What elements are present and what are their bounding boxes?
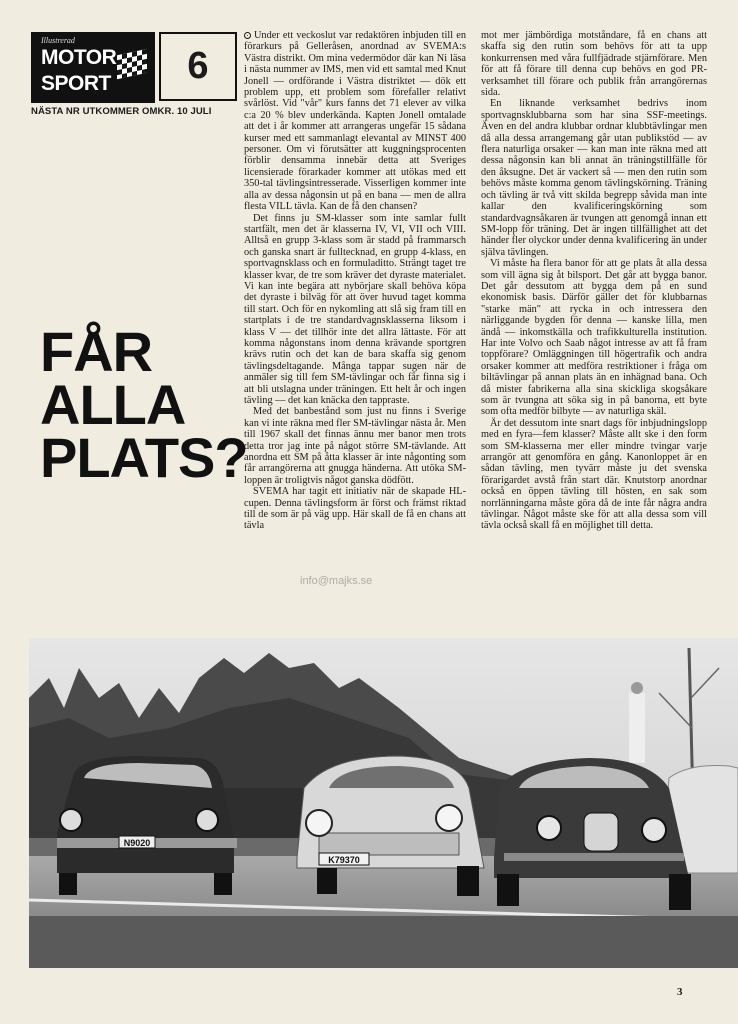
plate-center: K79370 bbox=[328, 855, 360, 865]
headline-line-2: ALLA bbox=[40, 373, 186, 436]
next-issue-notice: NÄSTA NR UTKOMMER OMKR. 10 JULI bbox=[31, 106, 212, 117]
paragraph: SVEMA har tagit ett initiativ när de skapade HL-cupen. Denna tävlingsform är först och främst riktad till de som är på väg upp. Här skall de få en chans att tävla bbox=[244, 486, 466, 532]
paragraph: Med det banbestånd som just nu finns i Sverige kan vi inte räkna med fler SM-tävlingar nästa år. Men till 1967 skall det finnas ännu mer banor men trots detta tror jag inte på något större SM-tävlande. Att anordna ett SM på åtta klasser är inte någonting som får arrangörerna att gnugga händerna. Att utöka SM-loppen är troligtvis något ganska dödfött. bbox=[244, 406, 466, 486]
headline-line-3: PLATS? bbox=[40, 426, 248, 489]
paragraph: En liknande verksamhet bedrivs inom sportvagnsklubbarna som har sina SSF-meetings. Även en del andra klubbar ordnar klubbtävlingar men då alla dessa arrangemang går utan publikstöd — av flera naturliga orsaker — kan man inte räkna med att dessa någonsin kan bli annat än träningstillfälle för den åksugne. Det är vackert så — men den rutin som behövs måste komma genom tävlingskörning. Träning och tävling är två vitt skilda begrepp såvida man inte kallar den kvalificeringskörning som standardvagnsåkaren är tvungen att genomgå innan ett SM-lopp för träning. Det är ingen tillfällighet att det händer fler olyckor under denna kvalificering än under själva tävlingen. bbox=[481, 98, 707, 258]
paragraph: Under ett veckoslut var redaktören inbjuden till en förarkurs på Gelleråsen, anordnad av SVEMA:s Västra distrikt. Om mina vedermödor där kan Ni läsa i nästa nummer av IMS, men vid ett samtal med Knut Jonell — ordförande i Västra distriktet — dök ett problem upp, ett problem som förefaller relativt svårlöst. Vid "vår" kurs fanns det 71 elever av vilka c:a 20 % blev underkända. Kapten Jonell omtalade att det i år kommer att arrangeras ungefär 15 sådana kurser med ett sammanlagt elevantal av MINST 400 personer. Om vi förutsätter att kuggningsprocenten förblir densamma innebär detta att Sveriges licensierade förarkader kommer att utökas med ett 350-tal tävlingsintresserade. Visserligen kommer inte alla av dessa någonsin ut på en bana — men de allra flesta VILL tävla. Kan de få den chansen? bbox=[244, 30, 466, 213]
paragraph: mot mer jämbördiga motståndare, få en chans att skaffa sig den rutin som behövs för att ta upp konkurrensen med våra fullfjädrade stjärnförare. Men för att få förare till denna cup behövs en god PR-verksamhet till förare och publik från arrangörernas sida. bbox=[481, 30, 707, 99]
issue-number: 6 bbox=[159, 32, 237, 101]
headline bbox=[40, 320, 248, 489]
checkered-flag-icon bbox=[117, 49, 147, 79]
logo-word-motor: MOTOR bbox=[41, 46, 117, 69]
article-column-2 bbox=[481, 30, 707, 532]
paragraph: Vi måste ha flera banor för att ge plats åt alla dessa som vill ägna sig åt bilsport. Det går att bygga banor. Det går dessutom att bygga dem på en sund ekonomisk basis. Därför gäller det för klubbarnas "starke män" att rycka in och intressera den närliggande bygden för denna — kanske lilla, men ändå — inkomstkälla och trafikkulturella institution. Har inte Volvo och Saab något intresse av att få fram toppförare? Omläggningen till högertrafik och andra orsaker kommer att medföra restriktioner i fråga om biltävlingar på annan plats än en inhägnad bana. Och då mister fabrikerna alla sina skickliga skogsåkare som är tvungna att söka sig in på banorna, ett byte som ofta medför bilbyte — av naturliga skäl. bbox=[481, 258, 707, 418]
paragraph: Är det dessutom inte snart dags för inbjudningslopp med en fyra—fem klasser? Måste allt ske i den form som SM-klasserna mer eller mindre tvingar varje arrangör att genomföra en gång. Kanonloppet är en sådan tävling, men tyvärr måste ju det svenska förarigardet avstå från start där. Knutstorp anordnar också en öppen tävling till hösten, en sak som norrlänningarna måste göra då de inte får några andra tävlingar. Något måste ske för att alla dessa som vill tävla också skall få en möjlighet till detta. bbox=[481, 417, 707, 532]
motor-sport-logo bbox=[31, 32, 155, 103]
race-photo bbox=[29, 638, 738, 968]
logo-word-sport: SPORT bbox=[41, 72, 111, 95]
bullet-icon bbox=[244, 32, 251, 39]
plate-left: N9020 bbox=[123, 838, 151, 848]
paragraph: Det finns ju SM-klasser som inte samlar fullt startfält, men det är klasserna IV, VI, VII och VIII. Alltså en grupp 3-klass som är stadd på frammarsch och ganska snart är fulltecknad, en grupp 4-klass, en sportvagnsklass och en formuladitto. Strängt taget tre klasser kvar, de tre som kräver det dyraste materialet. Vi kan inte begära att nybörjare skall behöva köpa det dyraste i bilväg för att över huvud taget komma till start. Och för en nykomling att slå sig fram till en startplats i de tre standardvagnsklasserna liksom i klass V — det tillhör inte det allra lättaste. För att komma någonstans inom denna krävande sportgren krävs rutin och det kan de bara skaffa sig genom tävlingsdeltagande. Många tappar sugen när de anmäler sig till fem SM-tävlingar och får finna sig i att bli utslagna under träningen. Ett helt år och ingen tävling — det kan knäcka den tappraste. bbox=[244, 212, 466, 406]
headline-line-1: FÅR bbox=[40, 320, 153, 383]
page-number: 3 bbox=[677, 986, 683, 998]
logo-tagline: Illustrerad bbox=[41, 36, 75, 45]
watermark-text: info@majks.se bbox=[300, 575, 373, 587]
article-column-1 bbox=[244, 30, 466, 532]
